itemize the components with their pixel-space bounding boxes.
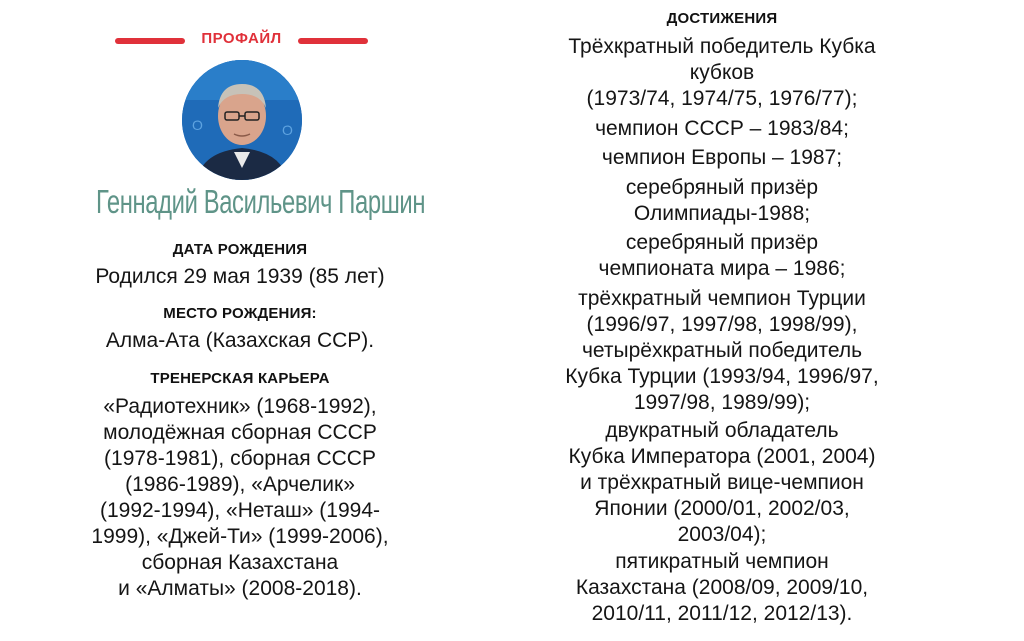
portrait-image [182, 60, 302, 180]
achievement-line: четырёхкратный победитель [581, 339, 863, 362]
birth-place: Алма-Ата (Казахская ССР). [105, 329, 375, 352]
avatar [182, 60, 302, 180]
person-name: Геннадий Васильевич Паршин [96, 183, 426, 220]
achievements-heading: ДОСТИЖЕНИЯ [666, 10, 778, 27]
career-line: (1992-1994), «Неташ» (1994- [99, 499, 381, 522]
achievement-line: (1973/74, 1974/75, 1976/77); [586, 87, 858, 110]
birth-date-heading: ДАТА РОЖДЕНИЯ [172, 241, 308, 258]
achievement-line: (1996/97, 1997/98, 1998/99), [586, 313, 858, 336]
achievement-line: чемпион Европы – 1987; [601, 146, 843, 169]
career-line: «Радиотехник» (1968-1992), [103, 395, 377, 418]
achievements-block-4 [520, 286, 924, 338]
career-line: (1986-1989), «Арчелик» [125, 473, 355, 496]
achievement-line: 1997/98, 1989/99); [633, 391, 811, 414]
career-line: и «Алматы» (2008-2018). [118, 577, 362, 600]
achievement-line: двукратный обладатель [605, 419, 839, 442]
achievement-line: пятикратный чемпион [615, 550, 829, 573]
birth-place-heading: МЕСТО РОЖДЕНИЯ: [163, 305, 317, 322]
achievements-block-3 [520, 230, 924, 282]
achievement-line: и трёхкратный вице-чемпион [580, 471, 864, 494]
achievements-block-6 [520, 418, 924, 548]
achievement-line: Олимпиады-1988; [633, 202, 811, 225]
svg-text:O: O [282, 122, 293, 138]
career-line: 1999), «Джей-Ти» (1999-2006), [91, 525, 389, 548]
profile-header-label: ПРОФАЙЛ [201, 30, 282, 47]
achievement-line: Кубка Императора (2001, 2004) [568, 445, 876, 468]
profile-header [115, 30, 368, 52]
achievement-line: чемпион СССР – 1983/84; [595, 117, 849, 140]
achievements-block-1 [520, 34, 924, 112]
achievements-block-2 [520, 175, 924, 227]
achievement-line: кубков [689, 61, 755, 84]
achievement-line: Казахстана (2008/09, 2009/10, [575, 576, 869, 599]
svg-text:O: O [192, 117, 203, 133]
birth-date: Родился 29 мая 1939 (85 лет) [95, 265, 385, 288]
achievement-line: Японии (2000/01, 2002/03, [594, 497, 850, 520]
achievements-block-7 [520, 549, 924, 627]
header-bar-right [298, 38, 368, 44]
career-line: (1978-1981), сборная СССР [104, 447, 376, 470]
achievement-line: Кубка Турции (1993/94, 1996/97, [565, 365, 879, 388]
achievement-line: 2010/11, 2011/12, 2012/13). [591, 602, 853, 625]
achievement-line: трёхкратный чемпион Турции [578, 287, 866, 310]
achievements-block-5 [520, 338, 924, 416]
achievement-line: Трёхкратный победитель Кубка [568, 35, 876, 58]
achievement-line: серебряный призёр [625, 176, 819, 199]
achievement-line: чемпионата мира – 1986; [598, 257, 846, 280]
career-line: сборная Казахстана [141, 551, 339, 574]
career-list [40, 394, 440, 602]
achievement-line: серебряный призёр [625, 231, 819, 254]
career-heading: ТРЕНЕРСКАЯ КАРЬЕРА [150, 370, 330, 387]
achievement-line: 2003/04); [677, 523, 767, 546]
career-line: молодёжная сборная СССР [103, 421, 377, 444]
